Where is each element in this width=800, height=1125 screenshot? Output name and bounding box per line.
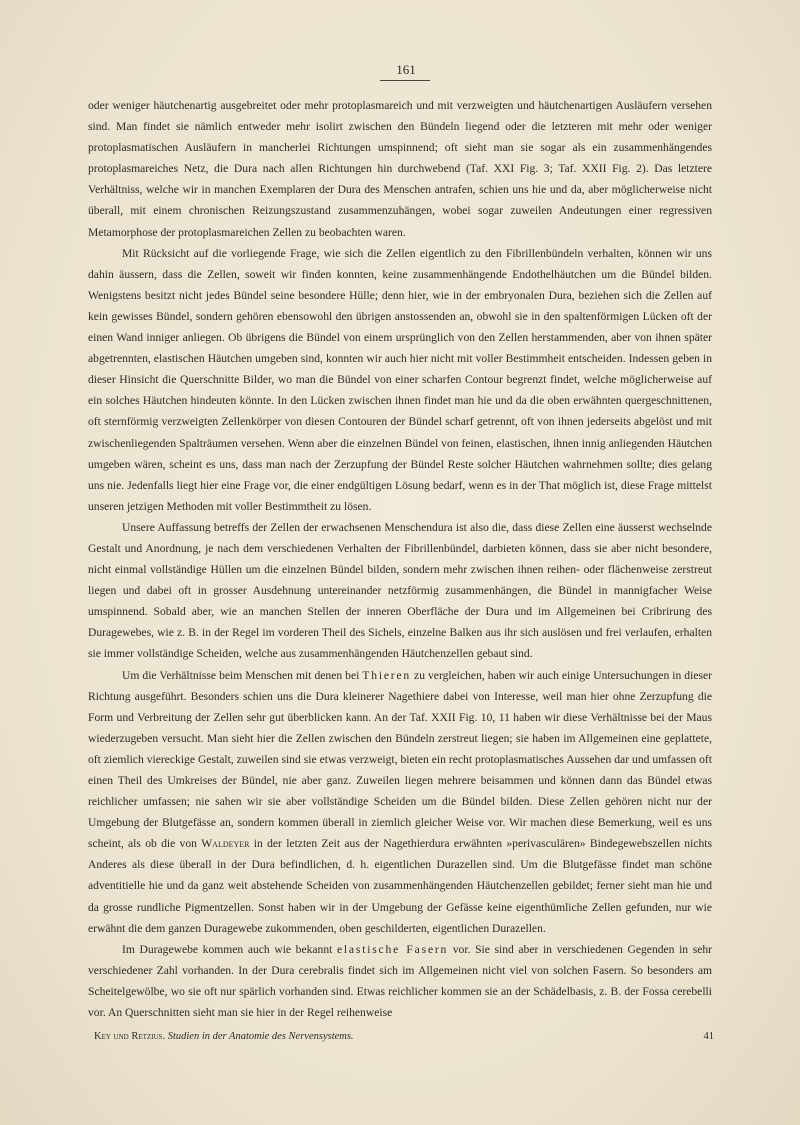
emphasized-term: elastische Fasern xyxy=(336,942,449,956)
page-number: 161 xyxy=(396,62,416,77)
text-run: oder weniger häutchenartig ausgebreitet oder mehr protoplasmareich und mit verzweigten und häutchenartigen Ausläufern versehen sind. Man findet sie nämlich entweder mehr isolirt zwischen den Bündeln liegend oder die letzteren mit mehr oder weniger protoplasmatischen Ausläufern in mancherlei Richtungen umspinnend; oft sieht man sie sogar als ein zusammenhängendes protoplasmareiches Netz, die Dura nach allen Richtungen hin durchwebend (Taf. XXI Fig. 3; Taf. XXII Fig. 2). Das letztere Verhältniss, welche wir in manchen Exemplaren der Dura des Menschen antrafen, schien uns hie und da, aber möglicherweise nicht überall, mit einem chronischen Reizungszustand zusammenzuhängen, wobei sogar zuweilen Andeutungen einer regressiven Metamorphose der protoplasmareichen Zellen zu beobachten waren. xyxy=(88,99,712,239)
footer-title: Studien in der Anatomie des Nervensystems. xyxy=(167,1031,354,1042)
body-text xyxy=(88,95,712,1023)
text-run: in der letzten Zeit aus der Nagethierdura erwähnten »perivasculären» Bindegewebszellen nichts Anderes als diese überall in der Dura befindlichen, d. h. eigentlichen Durazellen sind. Um die Blutgefässe findet man schöne adventitielle hie und da ganz weit abstehende Scheiden von zusammenhängenden Häutchenzellen gebildet; ferner sieht man hie und da grosse rundliche Pigmentzellen. Sonst haben wir in der Umgebung der Gefässe keine eigenthümliche Zellen gefunden, nur wie erwähnt die dem ganzen Duragewebe zukommenden, oben geschilderten, eigentlichen Durazellen. xyxy=(88,837,712,935)
header-rule xyxy=(380,80,430,81)
text-run: vor. Sie sind aber in verschiedenen Gegenden in sehr verschiedener Zahl vorhanden. In der Dura cerebralis findet sich im Allgemeinen nicht viel von solchen Fasern. So besonders am Scheitelgewölbe, wo sie oft nur spärlich vorhanden sind. Etwas reichlicher kommen sie an der Schädelbasis, z. B. der Fossa cerebelli vor. An Querschnitten sieht man sie hier in der Regel reihenweise xyxy=(88,942,713,1020)
running-footer xyxy=(94,1031,714,1043)
text-run: Unsere Auffassung betreffs der Zellen der erwachsenen Menschendura ist also die, dass diese Zellen eine äusserst wechselnde Gestalt und Anordnung, je nach dem verschiedenen Verhalten der Fibrillenbündel, darbieten können, dass sie aber nicht besondere, nicht einmal vollständige Hüllen um die einzelnen Bündel bilden, sondern mehr zwischen ihnen reihen- oder flächenweise zerstreut liegen und dabei oft in grosser Ausdehnung untereinander netzförmig zusammenhängen, die Bündel in mannigfacher Weise umspinnend. Sobald aber, wie an manchen Stellen der inneren Oberfläche der Dura und im Allgemeinen bei Cribrirung des Duragewebes, wie z. B. in der Regel im vorderen Theil des Sichels, einzelne Balken aus ihr sich auslösen und frei verlaufen, erhalten sie immer vollständige Scheiden, welche aus zusammenhängenden Häutchenzellen gebaut sind. xyxy=(88,520,712,661)
paragraph xyxy=(88,95,712,243)
paragraph xyxy=(88,243,712,517)
paragraph xyxy=(88,517,712,665)
paragraph xyxy=(88,939,712,1023)
text-run: Um die Verhältnisse beim Menschen mit denen bei xyxy=(122,668,363,682)
emphasized-term: Thieren xyxy=(362,668,412,682)
footer-authors: Key und Retzius. xyxy=(94,1031,166,1042)
text-run: Mit Rücksicht auf die vorliegende Frage, wie sich die Zellen eigentlich zu den Fibrillenbündeln verhalten, können wir uns dahin äussern, dass die Zellen, soweit wir finden konnten, keine zusammenhängende Endothelhäutchen um die Bündel bilden. Wenigstens besitzt nicht jedes Bündel seine besondere Hülle; denn hier, wie in der embryonalen Dura, beziehen sich die Zellen auf kein gewisses Bündel, sondern gehören ebensowohl den übrigen anstossenden an, obwohl sie in den spaltenförmigen Lücken oft der einen Wand inniger anliegen. Ob übrigens die Bündel von einem ursprünglich von den Zellen herstammenden, aber von ihnen später abgetrennten, elastischen Häutchen umgeben sind, konnten wir auch hier nicht mit voller Bestimmheit entscheiden. Indessen geben in dieser Hinsicht die Querschnitte Bilder, wo man die Bündel von einer scharfen Contour begrenzt findet, welche möglicherweise auf ein solches Häutchen hindeuten könnte. In den Lücken zwischen ihnen findet man hie und da die oben erwähnten quergeschnittenen, oft sternförmig verzweigten Zellenkörper von diesen Contouren der Bündel scharf getrennt, oft von ihnen jederseits abgelöst und mit zwischenliegenden Spalträumen versehen. Wenn aber die einzelnen Bündel von feinen, elastischen, ihnen innig anliegenden Häutchen umgeben wären, scheint es uns, dass man nach der Zerzupfung der Bündel Reste solcher Häutchen wahrnehmen sollte; dies gelang uns nie. Jedenfalls liegt hier eine Frage vor, die einer endgültigen Lösung bedarf, wenn es in der That möglich ist, diese Frage mittelst unseren jetzigen Methoden mit voller Bestimmtheit zu lösen. xyxy=(88,246,712,513)
text-run: Im Duragewebe kommen auch wie bekannt xyxy=(122,942,337,956)
paragraph xyxy=(88,665,712,939)
sheet-number: 41 xyxy=(703,1031,714,1042)
text-run: zu vergleichen, haben wir auch einige Untersuchungen in dieser Richtung ausgeführt. Besonders schien uns die Dura kleinerer Nagethiere dabei von Interesse, weil man hier ohne Zerzupfung die Form und Verbreitung der Zellen sehr gut überblicken kann. An der Taf. XXII Fig. 10, 11 haben wir diese Verhältnisse bei der Maus wiederzugeben versucht. Man sieht hier die Zellen zwischen den Bündeln zerstreut liegen; sie haben im Allgemeinen eine geplattete, oft ziemlich viereckige Gestalt, zuweilen sind sie etwas verzweigt, bieten ein recht protoplasmatisches Aussehen dar und umfassen oft einen Theil des Umkreises der Bündel, nie aber ganz. Zuweilen liegen mehrere beisammen und können dann das Bündel etwas reichlicher umfassen; nie sahen wir sie aber vollständige Scheiden um die Bündel bilden. Diese Zellen gehören nicht nur der Umgebung der Blutgefässe an, sondern kommen überall in ziemlich gleicher Weise vor. Wir machen diese Bemerkung, weil es uns scheint, als ob die von xyxy=(88,668,712,851)
author-name: Waldeyer xyxy=(201,837,250,851)
